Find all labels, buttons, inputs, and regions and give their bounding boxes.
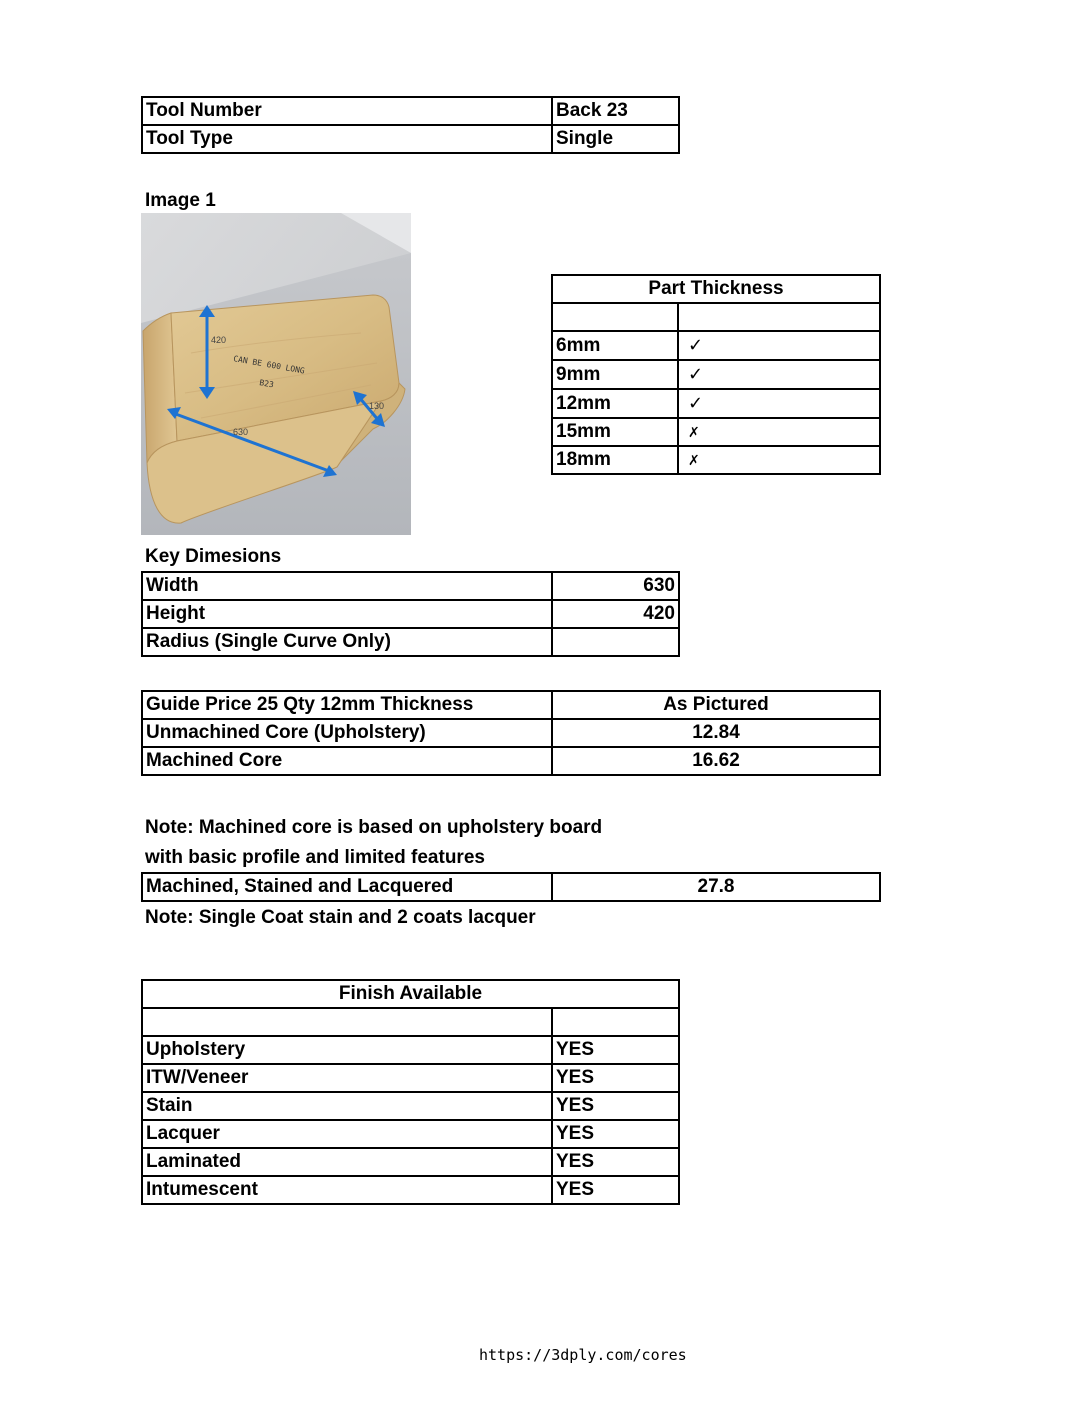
- price-header-value: As Pictured: [552, 691, 880, 719]
- price-value: 16.62: [552, 747, 880, 775]
- tool-type-row: [142, 125, 679, 153]
- check-mark: ✓: [688, 364, 704, 384]
- stained-price-value: 27.8: [552, 873, 880, 901]
- dimension-label: Radius (Single Curve Only): [142, 628, 552, 656]
- handwritten-note: CAN BE 600 LONG: [232, 354, 306, 376]
- thickness-label: 12mm: [552, 389, 678, 418]
- finish-value: YES: [552, 1036, 679, 1064]
- product-photo: [141, 213, 411, 535]
- thickness-label: 15mm: [552, 418, 678, 446]
- thickness-label: 9mm: [552, 360, 678, 389]
- finish-title: Finish Available: [142, 980, 679, 1008]
- finish-blank-cell: [552, 1008, 679, 1036]
- thickness-row: [552, 360, 880, 389]
- footer-url[interactable]: https://3dply.com/cores: [479, 1346, 687, 1364]
- finish-label: Laminated: [142, 1148, 552, 1176]
- depth-annotation: 130: [369, 401, 385, 411]
- finish-blank-row: [142, 1008, 679, 1036]
- thickness-blank-cell: [678, 303, 880, 331]
- cross-mark: ✗: [688, 452, 700, 468]
- check-icon: [678, 331, 880, 360]
- finish-value: YES: [552, 1120, 679, 1148]
- finish-value: YES: [552, 1176, 679, 1204]
- finish-row: [142, 1064, 679, 1092]
- tool-number-label: Tool Number: [142, 97, 552, 125]
- stained-price-table: [141, 872, 881, 902]
- dimension-label: Width: [142, 572, 552, 600]
- finish-value: YES: [552, 1092, 679, 1120]
- price-label: Machined Core: [142, 747, 552, 775]
- dimension-value: [552, 628, 679, 656]
- tool-number-row: [142, 97, 679, 125]
- guide-price-table: [141, 690, 881, 776]
- dimension-row: [142, 572, 679, 600]
- dimension-value: 630: [552, 572, 679, 600]
- stained-price-label: Machined, Stained and Lacquered: [142, 873, 552, 901]
- tool-type-label: Tool Type: [142, 125, 552, 153]
- finish-header-row: [142, 980, 679, 1008]
- image-caption: Image 1: [145, 190, 216, 211]
- handwritten-code: B23: [258, 378, 275, 390]
- part-thickness-table: [551, 274, 881, 475]
- finish-label: Upholstery: [142, 1036, 552, 1064]
- finish-row: [142, 1148, 679, 1176]
- thickness-row: [552, 446, 880, 474]
- machined-note-line1: Note: Machined core is based on upholstery board: [145, 817, 603, 838]
- cross-icon: [678, 418, 880, 446]
- finish-value: YES: [552, 1064, 679, 1092]
- check-icon: [678, 389, 880, 418]
- dimension-row: [142, 600, 679, 628]
- finish-label: ITW/Veneer: [142, 1064, 552, 1092]
- finish-label: Lacquer: [142, 1120, 552, 1148]
- finish-value: YES: [552, 1148, 679, 1176]
- height-annotation: 420: [211, 335, 227, 345]
- dimension-value: 420: [552, 600, 679, 628]
- thickness-row: [552, 331, 880, 360]
- machined-note-line2: with basic profile and limited features: [145, 847, 485, 868]
- thickness-header-row: [552, 275, 880, 303]
- price-row: [142, 719, 880, 747]
- key-dimensions-table: [141, 571, 680, 657]
- finish-blank-cell: [142, 1008, 552, 1036]
- dimension-label: Height: [142, 600, 552, 628]
- check-mark: ✓: [688, 393, 704, 413]
- width-annotation: 630: [233, 427, 249, 437]
- check-icon: [678, 360, 880, 389]
- cross-mark: ✗: [688, 424, 700, 440]
- finish-row: [142, 1092, 679, 1120]
- price-label: Unmachined Core (Upholstery): [142, 719, 552, 747]
- tool-number-value: Back 23: [552, 97, 679, 125]
- stain-note: Note: Single Coat stain and 2 coats lacquer: [145, 907, 536, 928]
- finish-available-table: [141, 979, 680, 1205]
- tool-type-value: Single: [552, 125, 679, 153]
- finish-label: Intumescent: [142, 1176, 552, 1204]
- thickness-label: 6mm: [552, 331, 678, 360]
- thickness-label: 18mm: [552, 446, 678, 474]
- check-mark: ✓: [688, 335, 704, 355]
- finish-label: Stain: [142, 1092, 552, 1120]
- finish-row: [142, 1036, 679, 1064]
- stained-price-row: [142, 873, 880, 901]
- price-header-label: Guide Price 25 Qty 12mm Thickness: [142, 691, 552, 719]
- thickness-row: [552, 389, 880, 418]
- cross-icon: [678, 446, 880, 474]
- finish-row: [142, 1176, 679, 1204]
- dimensions-title: Key Dimesions: [145, 546, 282, 567]
- dimension-row: [142, 628, 679, 656]
- price-row: [142, 747, 880, 775]
- thickness-title: Part Thickness: [552, 275, 880, 303]
- thickness-blank-cell: [552, 303, 678, 331]
- price-value: 12.84: [552, 719, 880, 747]
- price-header-row: [142, 691, 880, 719]
- thickness-row: [552, 418, 880, 446]
- finish-row: [142, 1120, 679, 1148]
- thickness-blank-row: [552, 303, 880, 331]
- tool-info-table: [141, 96, 680, 154]
